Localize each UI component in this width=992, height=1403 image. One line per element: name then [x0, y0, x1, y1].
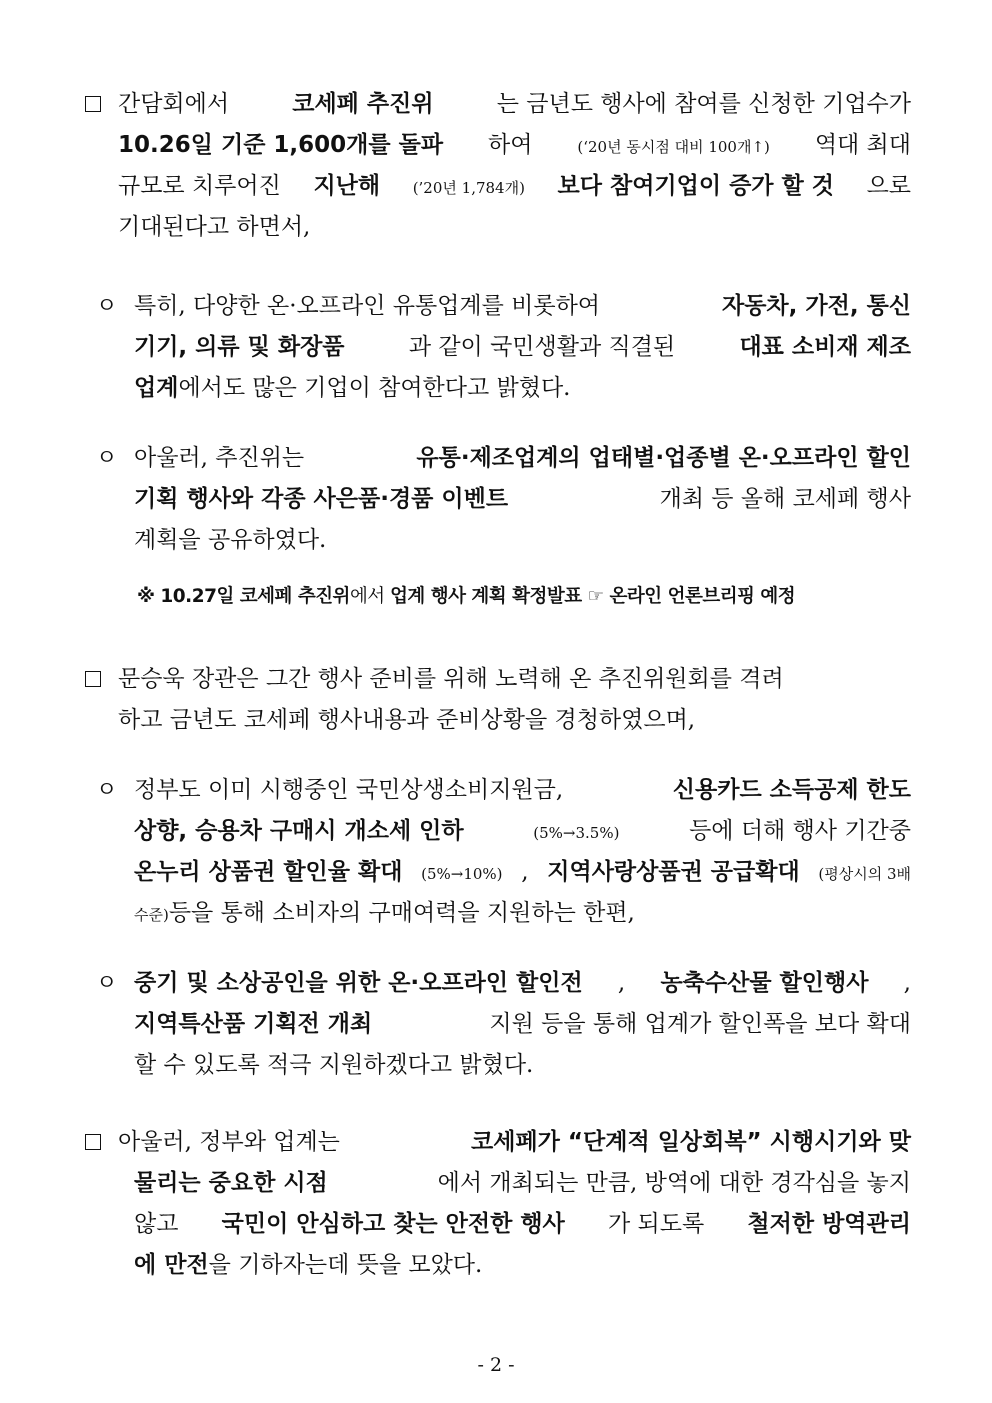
circle-bullet: ㅇ — [96, 294, 118, 319]
s1-sub2-line1: 아울러, 추진위는 유통·제조업계의 업태별·업종별 온·오프라인 할인 — [134, 445, 911, 471]
s1-line1: 간담회에서 코세페 추진위 는 금년도 행사에 참여를 신청한 기업수가 — [118, 91, 911, 117]
s2-sub1-line2: 상향, 승용차 구매시 개소세 인하 (5%→3.5%) 등에 더해 행사 기간중 — [134, 818, 911, 844]
s2-sub2-line2: 지역특산품 기획전 개최 지원 등을 통해 업계가 할인폭을 보다 확대 — [134, 1011, 911, 1037]
s2-sub2-line1: 중기 및 소상공인을 위한 온·오프라인 할인전 , 농축수산물 할인행사 , — [134, 970, 911, 996]
s3-line4: 에 만전 을 기하자는데 뜻을 모았다. — [134, 1252, 483, 1278]
s2-sub2-line3: 할 수 있도록 적극 지원하겠다고 밝혔다. — [134, 1052, 534, 1078]
s3-line1: 아울러, 정부와 업계는 코세페가 “단계적 일상회복” 시행시기와 맞 — [118, 1129, 911, 1155]
s1-sub1-line1: 특히, 다양한 온·오프라인 유통업계를 비롯하여 자동차, 가전, 통신 — [134, 293, 911, 319]
s3-line2: 물리는 중요한 시점 에서 개최되는 만큼, 방역에 대한 경각심을 놓지 — [134, 1170, 911, 1196]
s2-sub1-line4: 수준) 등을 통해 소비자의 구매여력을 지원하는 한편, — [134, 900, 635, 926]
s1-sub2-line3: 계획을 공유하였다. — [134, 527, 327, 553]
reference-note: ※ 10.27일 코세페 추진위에서 업계 행사 계획 확정발표 ☞ 온라인 언론브리핑 예정 — [137, 586, 796, 607]
page-number: - 2 - — [477, 1354, 515, 1376]
s1-sub2-line2: 기획 행사와 각종 사은품·경품 이벤트 개최 등 올해 코세페 행사 — [134, 486, 911, 512]
section-box-marker — [85, 96, 101, 112]
s2-sub1-line1: 정부도 이미 시행중인 국민상생소비지원금, 신용카드 소득공제 한도 — [134, 777, 911, 803]
circle-bullet: ㅇ — [96, 971, 118, 996]
circle-bullet: ㅇ — [96, 778, 118, 803]
s3-line3: 않고 국민이 안심하고 찾는 안전한 행사 가 되도록 철저한 방역관리 — [134, 1211, 911, 1237]
s2-line2: 하고 금년도 코세페 행사내용과 준비상황을 경청하였으며, — [118, 707, 696, 733]
circle-bullet: ㅇ — [96, 446, 118, 471]
s2-line1: 문승욱 장관은 그간 행사 준비를 위해 노력해 온 추진위원회를 격려 — [118, 666, 784, 692]
section-box-marker — [85, 671, 101, 687]
s1-line4: 기대된다고 하면서, — [118, 214, 311, 240]
s1-sub1-line3: 업계 에서도 많은 기업이 참여한다고 밝혔다. — [134, 375, 571, 401]
s1-line3: 규모로 치루어진 지난해 (’20년 1,784개) 보다 참여기업이 증가 할 것 으로 — [118, 173, 911, 199]
s2-sub1-line3: 온누리 상품권 할인율 확대 (5%→10%) , 지역사랑상품권 공급확대 (평상시의 3배 — [134, 859, 911, 885]
s1-sub1-line2: 기기, 의류 및 화장품 과 같이 국민생활과 직결된 대표 소비재 제조 — [134, 334, 911, 360]
s1-line2: 10.26일 기준 1,600개를 돌파 하여 (‘20년 동시점 대비 100개↑) 역대 최대 — [118, 132, 911, 158]
section-box-marker — [85, 1134, 101, 1150]
